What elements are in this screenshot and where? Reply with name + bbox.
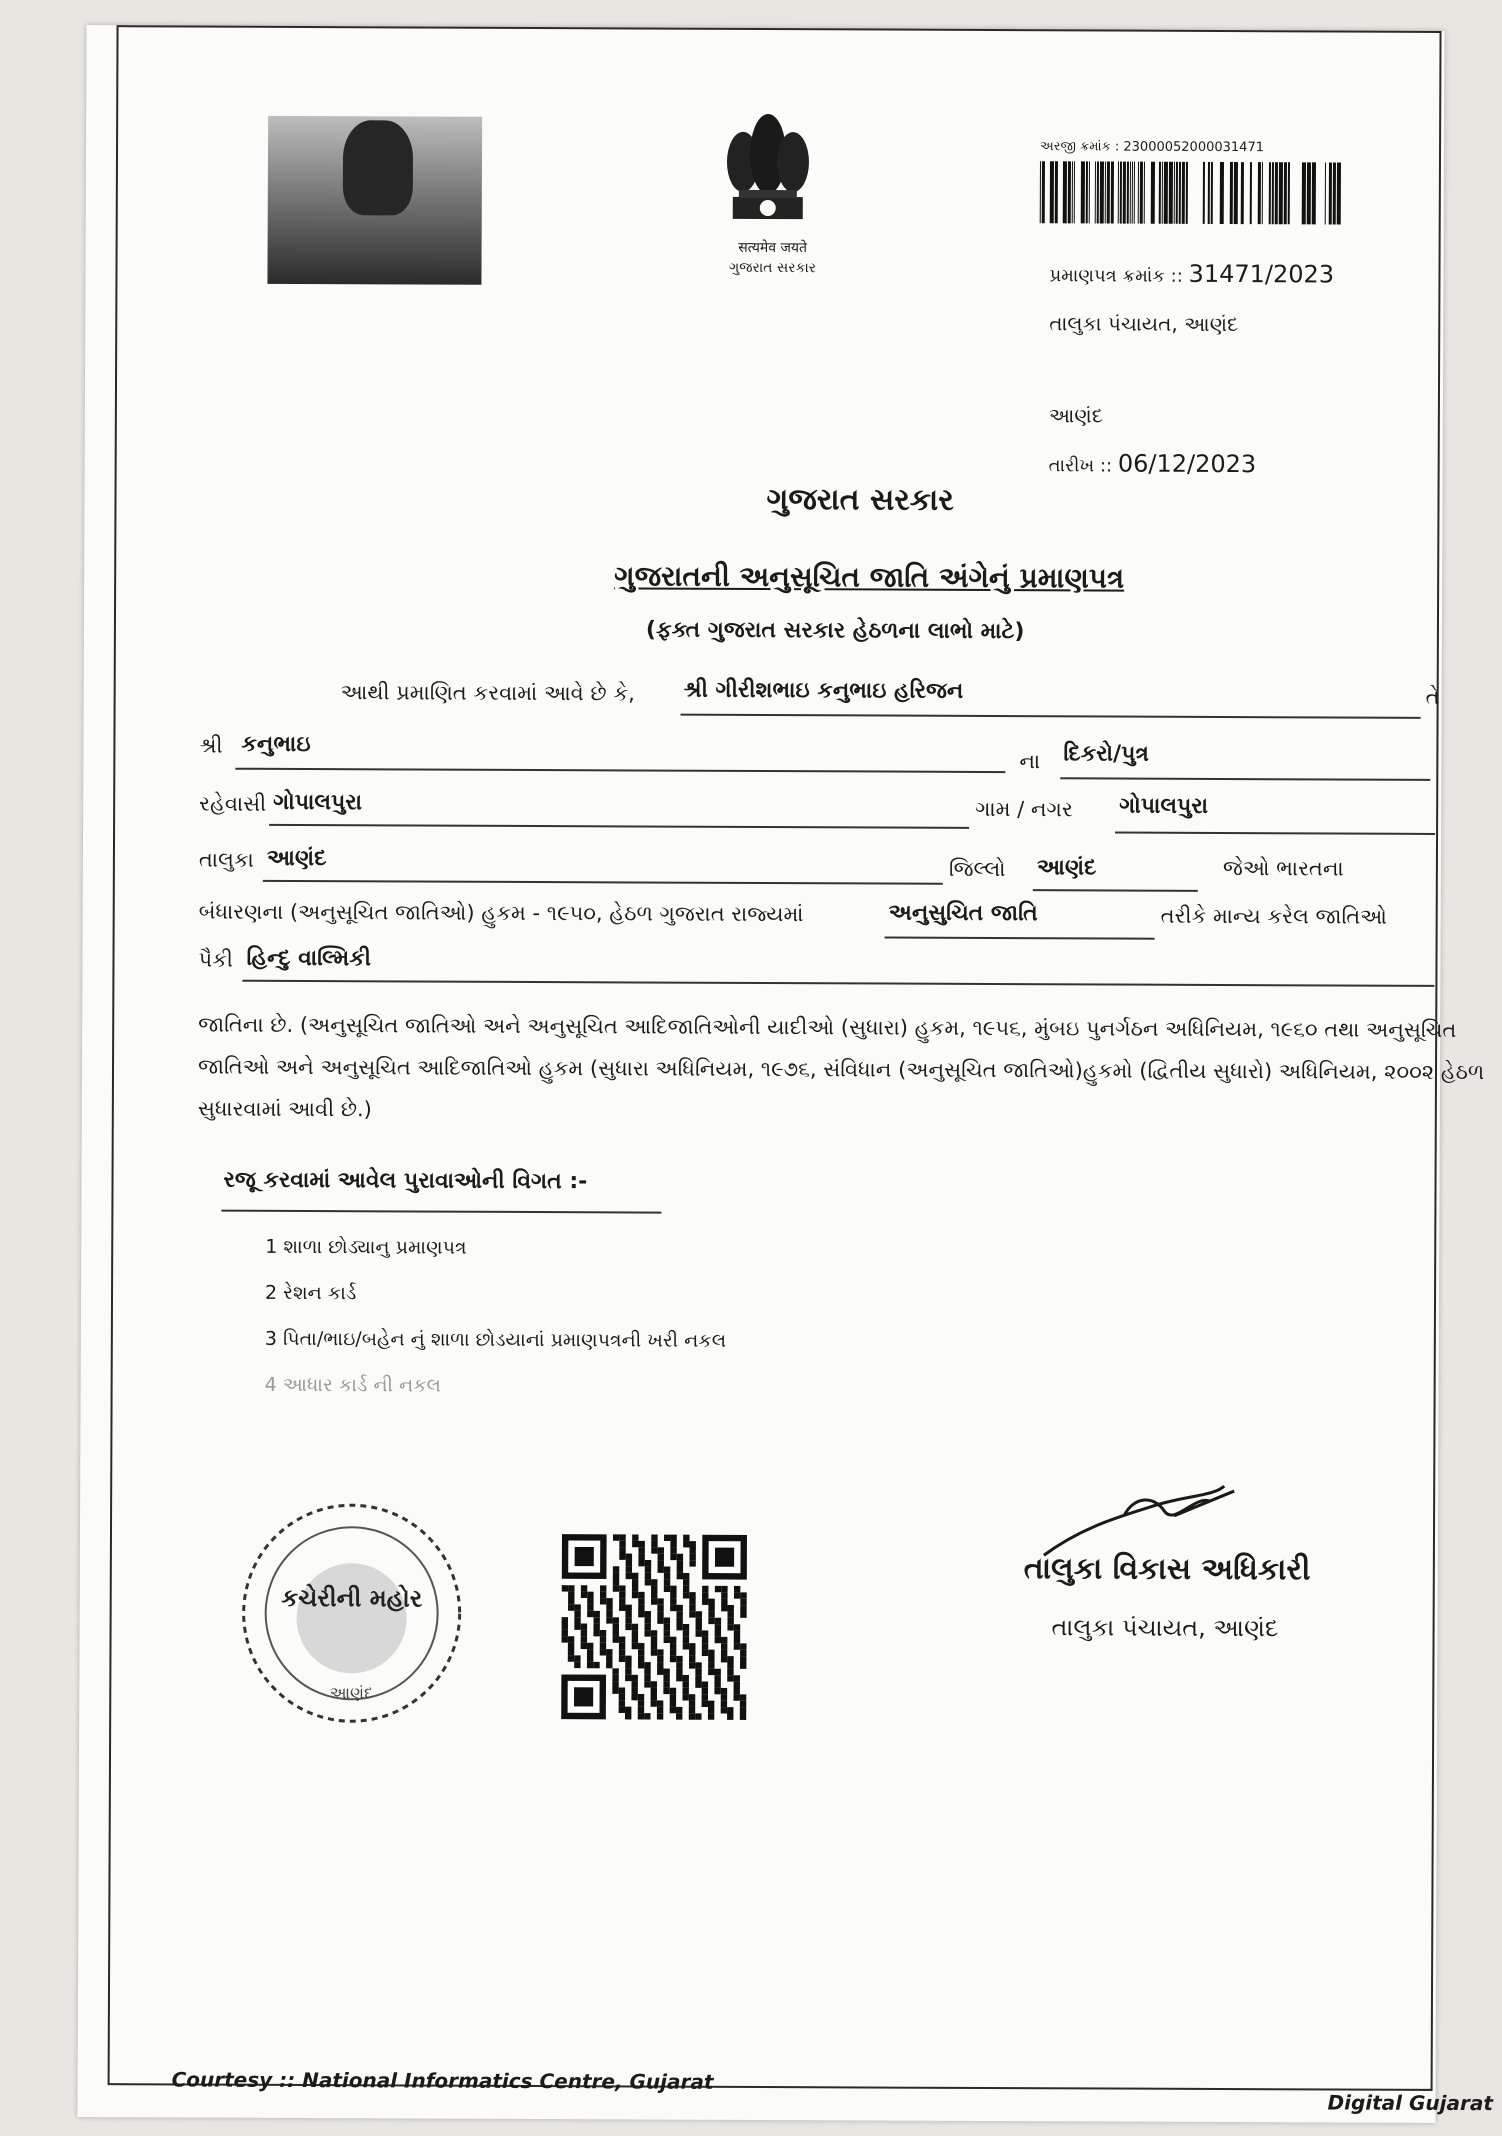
certificate-number xyxy=(1049,259,1334,288)
father-name-line xyxy=(235,768,1005,773)
order-text: બંધારણના (અનુસૂચિત જાતિઓ) હુકમ - ૧૯૫૦, હેઠળ ગુજરાત રાજ્યમાં xyxy=(198,899,804,927)
certificate-number-value: 31471/2023 xyxy=(1188,259,1335,289)
digital-gujarat-footer: Digital Gujarat xyxy=(1327,2090,1494,2116)
resident-value: ગોપાલપુરા xyxy=(273,789,363,816)
document-item: 1 શાળા છોડ્યાનુ પ્રમાણપત્ર xyxy=(265,1235,467,1259)
application-number xyxy=(1040,139,1264,155)
certify-label: આથી પ્રમાણિત કરવામાં આવે છે કે, xyxy=(340,680,635,706)
government-heading: ગુજરાત સરકાર xyxy=(766,482,954,518)
district-line xyxy=(1033,889,1198,892)
taluka-value: આણંદ xyxy=(266,845,327,872)
relation-line xyxy=(1060,777,1430,781)
courtesy-footer: Courtesy :: National Informatics Centre, Gujarat xyxy=(171,2067,714,2094)
legal-paragraph: જાતિના છે. (અનુસૂચિત જાતિઓ અને અનુસૂચિત આદિજાતિઓની યાદીઓ (સુધારા) હુકમ, ૧૯૫૬, મુંબઇ પુનર્ગઠન અધિનિયમ, ૧૯૬૦ તથા અનુસૂચિત જાતિઓ અને અનુસૂચિત આદિજાતિઓ હુકમ (સુધારા અધિનિયમ, ૧૯૭૬, સંવિધાન (અનુસૂચિત જાતિઓ)હુકમો (દ્વિતીય સુધારો) અધિનિયમ, ૨૦૦૨ હેઠળ સુધારવામાં આવી છે.) xyxy=(197,1012,1485,1122)
te-label: તે xyxy=(1425,684,1440,709)
emblem-motto: सत्यमेव जयते xyxy=(738,239,808,257)
application-number-value: 23000052000031471 xyxy=(1123,139,1265,156)
paiki-label: પૈકી xyxy=(198,947,234,972)
signatory-title: તાલુકા વિકાસ અધિકારી xyxy=(1023,1551,1311,1588)
resident-label: રહેવાસી xyxy=(199,791,267,816)
category-line xyxy=(885,937,1155,940)
issue-date-value: 06/12/2023 xyxy=(1117,449,1257,479)
seal-place: આણંદ xyxy=(329,1683,373,1703)
certificate-frame xyxy=(108,25,1485,2094)
application-number-label: અરજી ક્રમાંક : xyxy=(1040,139,1120,155)
caste-value: હિન્દુ વાલ્મિકી xyxy=(246,945,372,972)
issuing-office: તાલુકા પંચાયત, આણંદ xyxy=(1049,311,1239,337)
na-label: ના xyxy=(1019,749,1041,774)
district-value: આણંદ xyxy=(1036,855,1097,881)
resident-line xyxy=(269,824,969,829)
taluka-label: તાલુકા xyxy=(198,847,254,872)
certificate-title: ગુજરાતની અનુસૂચિત જાતિ અંગેનું પ્રમાણપત્ર xyxy=(614,559,1125,595)
qr-code-icon xyxy=(561,1534,747,1720)
applicant-name-line xyxy=(681,714,1421,719)
certificate-number-label: પ્રમાણપત્ર ક્રમાંક :: xyxy=(1049,265,1183,287)
village-value: ગોપાલપુરા xyxy=(1119,793,1209,819)
issue-place: આણંદ xyxy=(1048,403,1103,428)
issue-date-label: તારીખ :: xyxy=(1048,455,1113,477)
national-emblem-icon xyxy=(713,102,824,232)
signatory-office: તાલુકા પંચાયત, આણંદ xyxy=(1051,1613,1279,1643)
recognized-text: તરીકે માન્ય કરેલ જાતિઓ xyxy=(1160,903,1387,929)
village-label: ગામ / નગર xyxy=(975,796,1073,822)
shri-label: શ્રી xyxy=(199,733,223,758)
category-value: અનુસુચિત જાતિ xyxy=(888,900,1038,927)
caste-line xyxy=(242,980,1434,987)
village-line xyxy=(1115,832,1435,835)
office-seal-icon xyxy=(236,1498,467,1729)
seal-text: કચેરીની મહોર xyxy=(281,1583,423,1613)
emblem-caption xyxy=(717,238,827,278)
document-item: 3 પિતા/ભાઇ/બહેન નું શાળા છોડયાનાં પ્રમાણપત્રની ખરી નકલ xyxy=(264,1327,727,1352)
taluka-line xyxy=(263,880,943,885)
document-item: 2 રેશન કાર્ડ xyxy=(264,1281,357,1305)
district-label: જિલ્લો xyxy=(948,856,1006,882)
certificate-subtitle: (ફક્ત ગુજરાત સરકાર હેઠળના લાભો માટે) xyxy=(645,617,1025,645)
father-name: કનુભાઇ xyxy=(241,731,311,758)
certificate-paper xyxy=(77,25,1494,2123)
emblem-government: ગુજરાત સરકાર xyxy=(728,259,817,277)
relation: દિકરો/પુત્ર xyxy=(1063,741,1149,767)
documents-heading-line xyxy=(221,1210,661,1214)
issue-date xyxy=(1049,449,1257,478)
applicant-photo-silhouette xyxy=(343,120,413,215)
barcode-icon xyxy=(1040,161,1340,224)
jeo-label: જેઓ ભારતના xyxy=(1222,856,1344,881)
documents-heading: રજૂ કરવામાં આવેલ પુરાવાઓની વિગત :- xyxy=(223,1167,588,1195)
document-item: 4 આધાર કાર્ડ ની નકલ xyxy=(264,1373,442,1397)
applicant-name: શ્રી ગીરીશભાઇ કનુભાઇ હરિજન xyxy=(683,677,964,704)
